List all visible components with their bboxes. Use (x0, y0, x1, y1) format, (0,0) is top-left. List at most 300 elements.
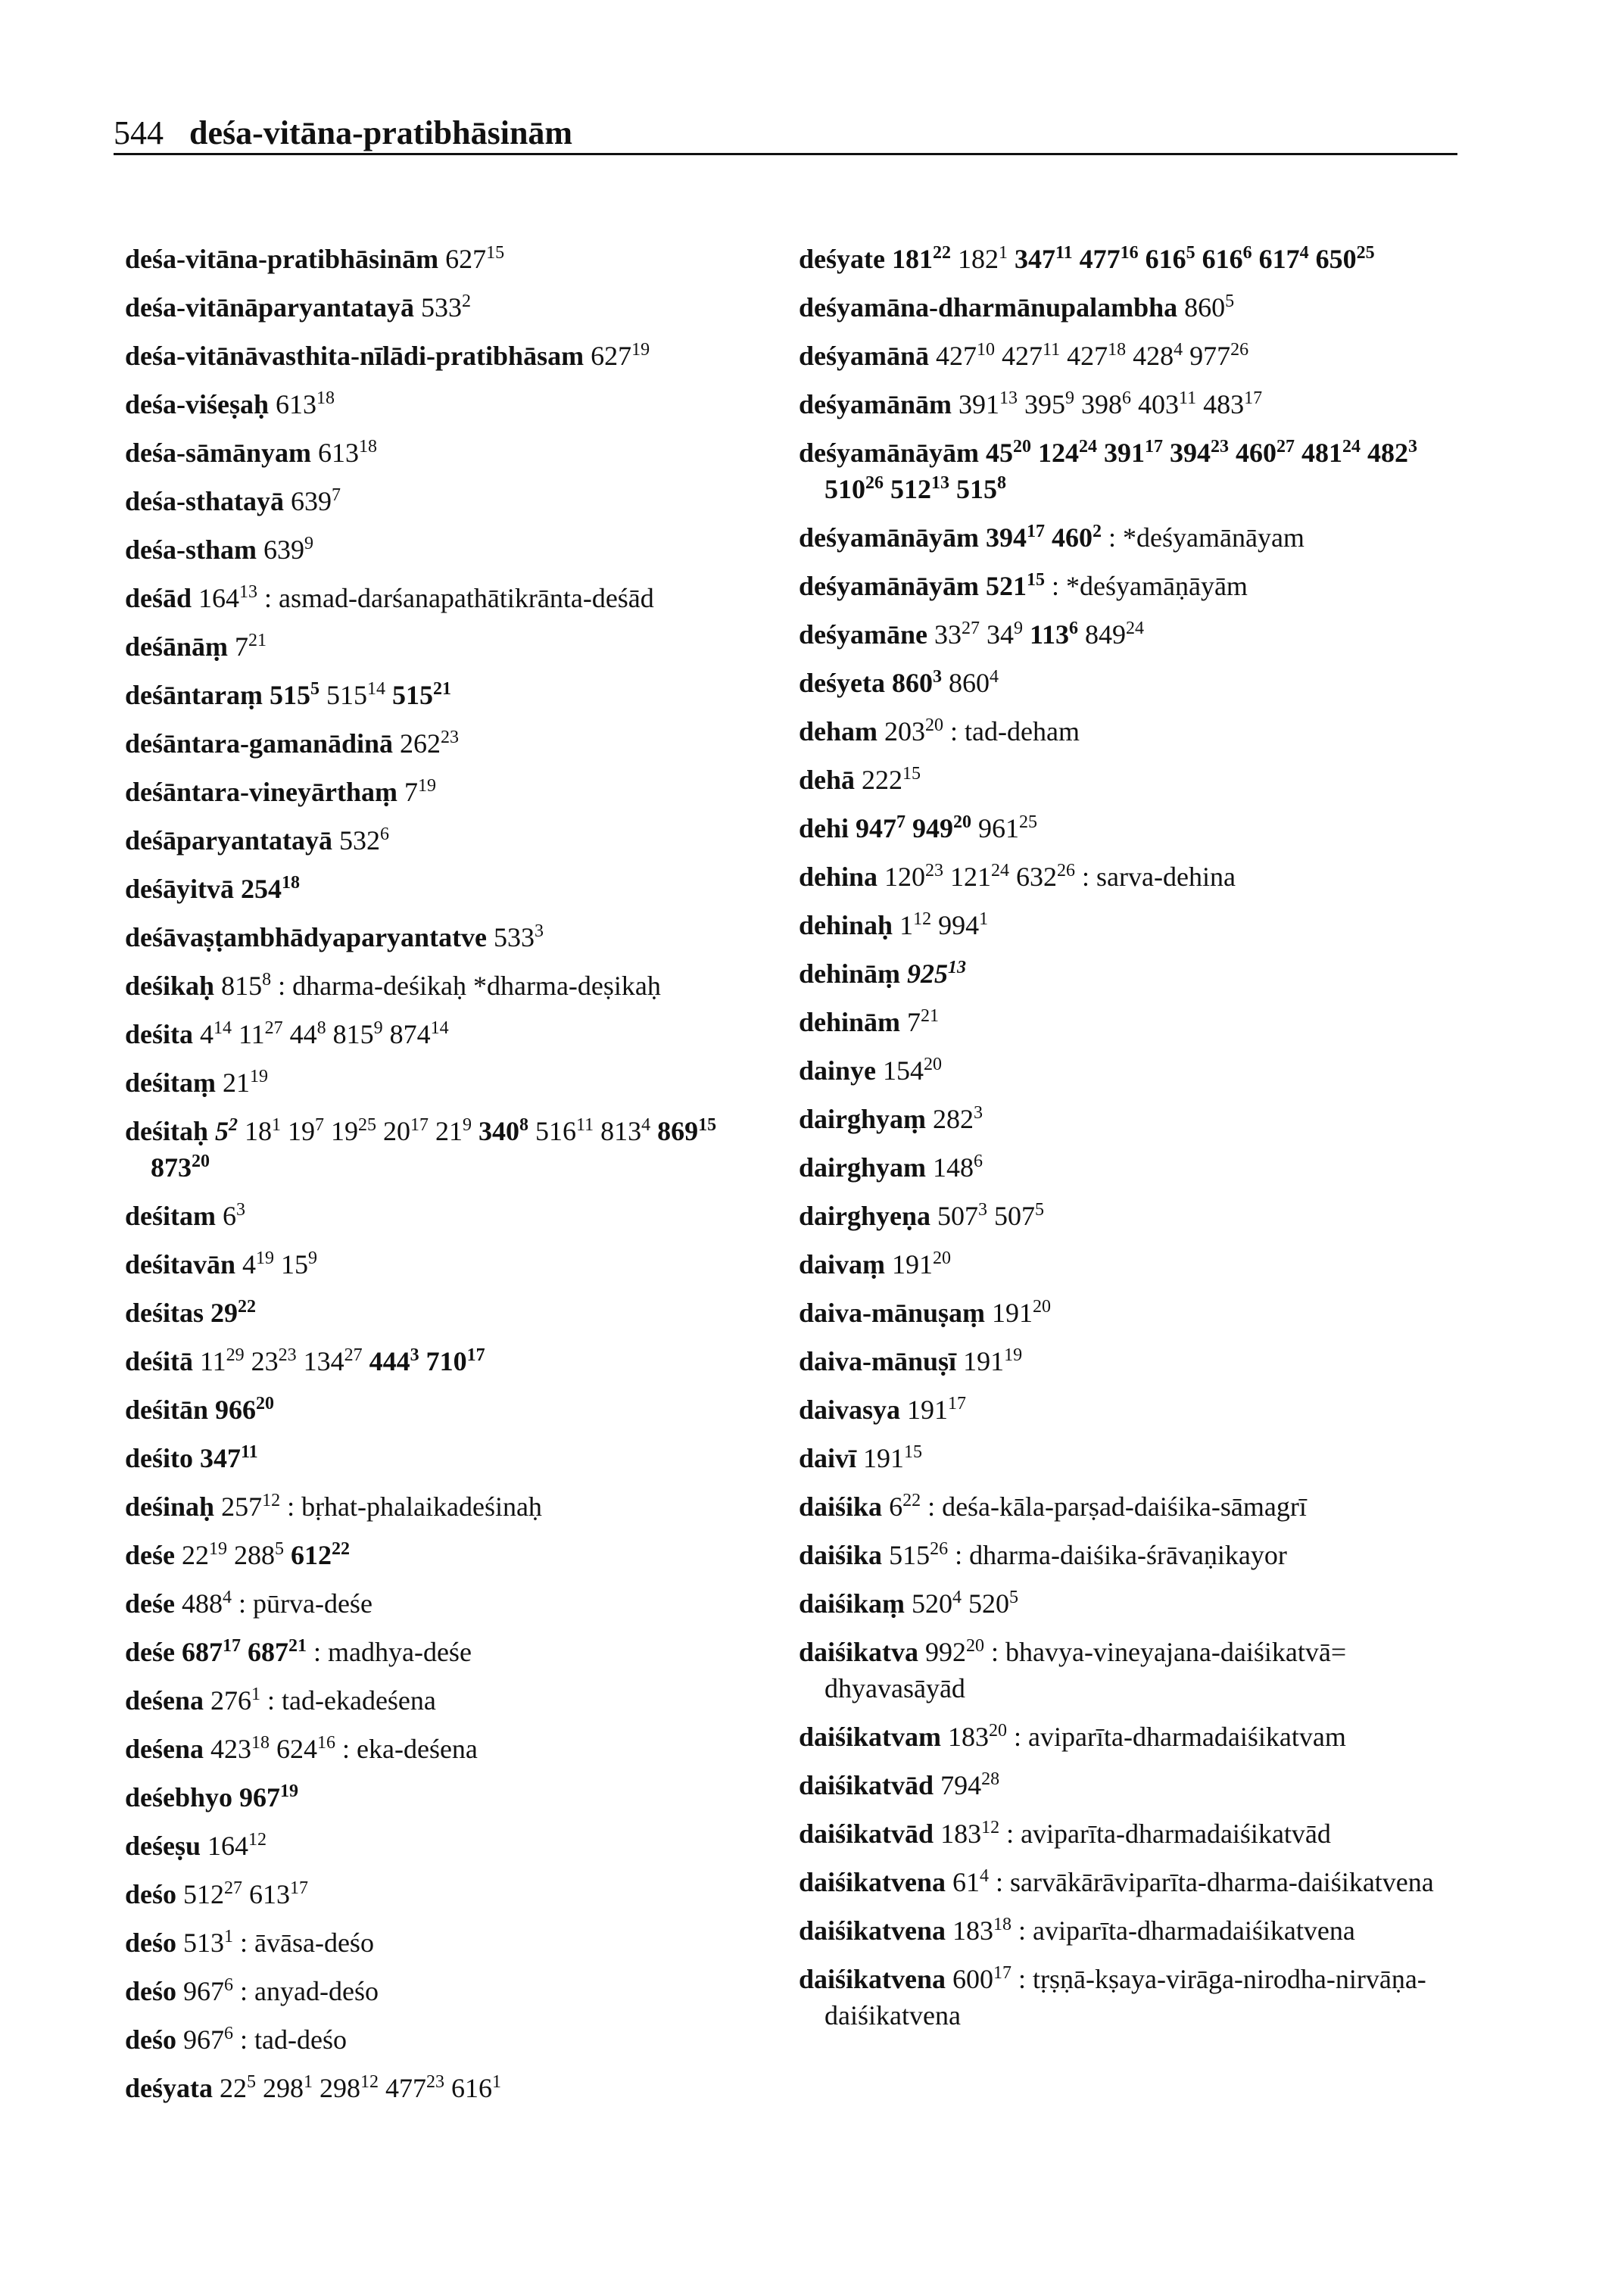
page-number-ref: 183 (948, 1722, 990, 1752)
page-number-ref: 617 (1258, 244, 1300, 274)
entry-headword: deśa-vitāna-pratibhāsinām (125, 244, 439, 274)
page-line-reference (856, 813, 906, 843)
line-number-ref: 24 (1342, 436, 1361, 457)
line-number-ref: 9 (308, 1248, 318, 1268)
entry-compound-note: : *deśyamānāyam (1108, 522, 1304, 553)
entry-headword: deśa-stham (125, 535, 257, 565)
page-line-reference (238, 1019, 283, 1049)
page-line-reference (263, 535, 313, 565)
page-number-ref: 627 (591, 341, 632, 371)
page-number-ref: 427 (1067, 341, 1108, 371)
page-line-reference (591, 341, 650, 371)
entry-headword: deśitā (125, 1346, 193, 1376)
line-number-ref: 20 (924, 1054, 943, 1074)
line-number-ref: 11 (1179, 388, 1197, 408)
page-line-reference (950, 862, 1009, 892)
page-line-reference (1067, 341, 1126, 371)
page-line-reference (221, 971, 271, 1001)
page-number-ref: 627 (445, 244, 487, 274)
page-number-ref: 513 (183, 1928, 225, 1958)
line-number-ref: 7 (332, 485, 341, 505)
page-number-ref: 507 (937, 1201, 979, 1231)
page-line-reference (994, 1201, 1044, 1231)
line-number-ref: 12 (248, 1829, 267, 1850)
page-line-reference (934, 619, 980, 650)
index-entry (799, 338, 1457, 374)
line-number-ref: 13 (999, 388, 1018, 408)
entry-headword: deśitavān (125, 1249, 236, 1279)
line-number-ref: 22 (902, 1490, 921, 1510)
entry-headword: deśyamānāyām (799, 571, 980, 601)
page-line-reference (183, 1976, 233, 2006)
page-number-ref: 276 (210, 1685, 252, 1716)
line-number-ref: 6 (1242, 242, 1252, 263)
line-number-ref: 23 (441, 727, 460, 747)
entry-headword: dehināṃ (799, 958, 901, 989)
page-number-ref: 347 (200, 1443, 241, 1473)
page-number-ref: 967 (183, 2024, 225, 2055)
page-number-ref: 460 (1052, 522, 1093, 553)
page-number-ref: 191 (892, 1249, 934, 1279)
index-entry (125, 1731, 776, 1767)
line-number-ref: 11 (241, 1442, 258, 1462)
index-entry (125, 1295, 776, 1331)
index-entry (125, 483, 776, 519)
page-line-reference (1202, 244, 1252, 274)
line-number-ref: 17 (466, 1345, 485, 1365)
page-number-ref: 483 (1203, 389, 1245, 419)
page-number-ref: 532 (339, 825, 381, 856)
line-number-ref: 21 (433, 678, 451, 699)
page-number-ref: 6 (889, 1491, 903, 1522)
line-number-ref: 20 (256, 1393, 275, 1413)
entry-compound-note: : tad-ekadeśena (267, 1685, 436, 1716)
page-line-reference (182, 1540, 227, 1570)
page-number-ref: 222 (862, 765, 903, 795)
page-line-reference (956, 474, 1006, 504)
line-number-ref: 5 (275, 1538, 284, 1559)
page-line-reference (912, 813, 971, 843)
running-header (114, 114, 1454, 153)
page-line-reference (884, 862, 943, 892)
entry-compound-note: : pūrva-deśe (238, 1588, 372, 1619)
page-number-ref: 710 (425, 1346, 467, 1376)
entry-compound-note: : eka-deśena (342, 1734, 478, 1764)
entry-headword: deśāntara-gamanādinā (125, 728, 394, 759)
line-number-ref: 17 (993, 1962, 1012, 1983)
line-number-ref: 26 (865, 472, 884, 493)
line-number-ref: 5 (247, 2071, 256, 2092)
running-title: deśa-vitāna-pratibhāsinām (189, 114, 573, 151)
index-entry (799, 1149, 1457, 1186)
page-number-ref: 925 (907, 958, 949, 989)
line-number-ref: 6 (224, 1975, 234, 1995)
page-number-ref: 7 (907, 1007, 921, 1037)
line-number-ref: 21 (921, 1005, 940, 1026)
page-line-reference (215, 1116, 238, 1146)
entry-headword: deśitam (125, 1201, 216, 1231)
index-entry (799, 1343, 1457, 1379)
page-line-reference (863, 1443, 922, 1473)
entry-headword: dairghyeṇa (799, 1201, 931, 1231)
page-line-reference (933, 1104, 983, 1134)
page-line-reference (320, 2073, 379, 2103)
entry-headword: deśito (125, 1443, 193, 1473)
page-line-reference (223, 1068, 268, 1098)
line-number-ref: 25 (1356, 242, 1375, 263)
page-number-ref: 391 (959, 389, 1000, 419)
entry-headword: deśānāṃ (125, 631, 229, 662)
line-number-ref: 23 (925, 860, 944, 881)
line-number-ref: 23 (426, 2071, 444, 2092)
line-number-ref: 3 (1408, 436, 1418, 457)
index-entry (125, 1064, 776, 1101)
line-number-ref: 3 (978, 1199, 988, 1220)
page-line-reference (958, 244, 1008, 274)
index-entry (125, 386, 776, 422)
line-number-ref: 3 (932, 666, 942, 687)
page-number-ref: 282 (933, 1104, 974, 1134)
page-number-ref: 533 (421, 292, 463, 323)
page-line-reference (281, 1249, 317, 1279)
page-number-ref: 507 (994, 1201, 1036, 1231)
index-entry (125, 1113, 776, 1186)
line-number-ref: 1 (998, 242, 1008, 263)
entry-headword: deśena (125, 1685, 204, 1716)
index-entry (125, 1828, 776, 1864)
line-number-ref: 13 (931, 472, 949, 493)
page-number-ref: 794 (940, 1770, 982, 1800)
entry-compound-note: : aviparīta-dharmadaiśikatvam (1014, 1722, 1346, 1752)
index-entry (125, 531, 776, 568)
page-number-ref: 860 (891, 668, 933, 698)
page-number-ref: 860 (1184, 292, 1226, 323)
page-line-reference (339, 825, 389, 856)
page-number-ref: 11 (238, 1019, 265, 1049)
line-number-ref: 24 (1126, 618, 1145, 638)
line-number-ref: 22 (332, 1538, 350, 1559)
entry-headword: daiśikatvena (799, 1915, 946, 1946)
entry-headword: dehinām (799, 1007, 901, 1037)
line-number-ref: 11 (1055, 242, 1073, 263)
page-line-reference (235, 631, 267, 662)
index-entry (799, 1864, 1457, 1900)
page-line-reference (390, 1019, 449, 1049)
page-line-reference (421, 292, 471, 323)
page-number-ref: 1 (899, 910, 914, 940)
page-number-ref: 813 (600, 1116, 642, 1146)
page-line-reference (657, 1116, 716, 1146)
index-entry (799, 1392, 1457, 1428)
page-number-ref: 639 (263, 535, 305, 565)
page-number-ref: 994 (938, 910, 980, 940)
index-entry (125, 241, 776, 277)
line-number-ref: 4 (1174, 339, 1183, 360)
entry-headword: dehi (799, 813, 849, 843)
line-number-ref: 8 (262, 969, 272, 990)
page-number-ref: 34 (987, 619, 1014, 650)
entry-headword: deśyate (799, 244, 885, 274)
index-entry (799, 1816, 1457, 1852)
page-number-ref: 164 (198, 583, 240, 613)
page-line-reference (1002, 341, 1060, 371)
page-number-ref: 394 (1170, 438, 1211, 468)
page-line-reference (936, 341, 995, 371)
page-number-ref: 427 (1002, 341, 1043, 371)
entry-headword: deśyamāne (799, 619, 927, 650)
entry-headword: deśitas (125, 1298, 204, 1328)
page-line-reference (890, 474, 949, 504)
page-number-ref: 639 (291, 486, 332, 516)
page-line-reference (1146, 244, 1195, 274)
index-entry (125, 2021, 776, 2058)
page-number-ref: 860 (948, 668, 990, 698)
page-number-ref: 515 (392, 680, 433, 710)
page-number-ref: 257 (221, 1491, 263, 1522)
index-entry (799, 1767, 1457, 1803)
line-number-ref: 11 (1043, 339, 1061, 360)
page-number-ref: 120 (884, 862, 926, 892)
page-line-reference (400, 728, 459, 759)
page-line-reference (1104, 438, 1163, 468)
index-entry (799, 1246, 1457, 1283)
index-entry (799, 810, 1457, 846)
page-line-reference (276, 1734, 335, 1764)
index-entry (125, 628, 776, 665)
page-number-ref: 191 (907, 1395, 949, 1425)
index-entry (799, 1004, 1457, 1040)
index-entry (125, 435, 776, 471)
line-number-ref: 4 (989, 666, 999, 687)
page-line-reference (242, 1249, 274, 1279)
page-line-reference (952, 1915, 1011, 1946)
line-number-ref: 12 (360, 2071, 379, 2092)
line-number-ref: 4 (641, 1114, 651, 1135)
entry-compound-note: : aviparīta-dharmadaiśikatvena (1018, 1915, 1355, 1946)
line-number-ref: 3 (535, 921, 544, 941)
page-number-ref: 482 (1367, 438, 1409, 468)
page-number-ref: 61 (952, 1867, 980, 1897)
page-number-ref: 4 (200, 1019, 214, 1049)
page-line-reference (1024, 389, 1074, 419)
entry-compound-note: : tad-deham (950, 716, 1080, 746)
entry-headword: dehā (799, 765, 856, 795)
entry-headword: daiśikaṃ (799, 1588, 906, 1619)
page-number-ref: 510 (824, 474, 865, 504)
page-number-ref: 395 (1024, 389, 1066, 419)
line-number-ref: 15 (904, 1442, 923, 1462)
page-number-ref: 967 (239, 1782, 281, 1812)
line-number-ref: 22 (932, 242, 951, 263)
entry-headword: daiśikatvena (799, 1867, 946, 1897)
line-number-ref: 25 (358, 1114, 377, 1135)
line-number-ref: 20 (1033, 1296, 1052, 1317)
line-number-ref: 27 (344, 1345, 363, 1365)
page-line-reference (318, 438, 377, 468)
page-line-reference (978, 813, 1037, 843)
index-entry (799, 1198, 1457, 1234)
entry-headword: deśikaḥ (125, 971, 215, 1001)
entry-compound-note: : anyad-deśo (240, 1976, 379, 2006)
index-entry (125, 1488, 776, 1525)
line-number-ref: 21 (288, 1635, 307, 1656)
index-entry (125, 289, 776, 326)
line-number-ref: 4 (1299, 242, 1309, 263)
page-line-reference (248, 1637, 307, 1667)
page-line-reference (899, 910, 931, 940)
entry-headword: dehinaḥ (799, 910, 893, 940)
page-number-ref: 45 (986, 438, 1014, 468)
line-number-ref: 17 (290, 1878, 309, 1898)
page-line-reference (369, 1346, 419, 1376)
line-number-ref: 2 (1093, 521, 1102, 541)
index-entry (125, 774, 776, 810)
page-line-reference (304, 1346, 363, 1376)
page-number-ref: 613 (249, 1879, 291, 1909)
page-line-reference (183, 1928, 233, 1958)
index-entry (125, 871, 776, 907)
page-line-reference (383, 1116, 429, 1146)
line-number-ref: 3 (410, 1345, 419, 1365)
page-line-reference (392, 680, 451, 710)
entry-headword: daivasya (799, 1395, 901, 1425)
page-line-reference (239, 1782, 298, 1812)
page-number-ref: 428 (1133, 341, 1174, 371)
page-line-reference (1259, 244, 1309, 274)
page-number-ref: 992 (925, 1637, 967, 1667)
page-number-ref: 515 (889, 1540, 930, 1570)
page-number-ref: 423 (210, 1734, 252, 1764)
page-line-reference (940, 1770, 999, 1800)
line-number-ref: 11 (576, 1114, 594, 1135)
page-number-ref: 18 (245, 1116, 273, 1146)
entry-headword: deśyamānā (799, 341, 930, 371)
line-number-ref: 18 (282, 872, 300, 893)
index-entry (799, 1488, 1457, 1525)
index-entry (799, 955, 1457, 992)
page-line-reference (251, 1346, 297, 1376)
page-line-reference (183, 1879, 242, 1909)
page-line-reference (907, 1395, 966, 1425)
page-line-reference (963, 1346, 1022, 1376)
page-number-ref: 7 (235, 631, 249, 662)
entry-headword: deśa-viśeṣaḥ (125, 389, 270, 419)
line-number-ref: 20 (953, 812, 972, 832)
page-number-ref: 869 (657, 1116, 699, 1146)
page-number-ref: 298 (320, 2073, 360, 2103)
page-number-ref: 521 (986, 571, 1027, 601)
line-number-ref: 1 (304, 2071, 313, 2092)
page-number-ref: 183 (952, 1915, 994, 1946)
page-line-reference (276, 389, 335, 419)
index-entry (125, 677, 776, 713)
entry-headword: deśitaṃ (125, 1068, 216, 1098)
page-line-reference (1184, 292, 1234, 323)
line-number-ref: 5 (1035, 1199, 1045, 1220)
line-number-ref: 13 (948, 957, 967, 977)
entry-headword: dehina (799, 862, 878, 892)
line-number-ref: 12 (262, 1490, 281, 1510)
page-line-reference (245, 1116, 281, 1146)
line-number-ref: 8 (316, 1018, 326, 1038)
page-number-ref: 947 (856, 813, 897, 843)
page-line-reference (385, 2073, 444, 2103)
line-number-ref: 22 (238, 1296, 257, 1317)
page-line-reference (426, 1346, 485, 1376)
entry-compound-note: : asmad-darśanapathātikrānta-deśād (264, 583, 654, 613)
page-line-reference (445, 244, 504, 274)
page-number-ref: 4 (242, 1249, 257, 1279)
line-number-ref: 12 (981, 1817, 1000, 1837)
page-line-reference (249, 1879, 308, 1909)
entry-compound-note: : tad-deśo (240, 2024, 347, 2055)
page-line-reference (987, 619, 1023, 650)
page-number-ref: 340 (478, 1116, 520, 1146)
line-number-ref: 18 (251, 1732, 270, 1753)
line-number-ref: 14 (214, 1018, 232, 1038)
index-entry (125, 1198, 776, 1234)
index-entry (799, 1634, 1457, 1706)
page-line-reference (223, 1201, 245, 1231)
entry-headword: deśo (125, 1928, 177, 1958)
page-number-ref: 19 (331, 1116, 359, 1146)
page-number-ref: 11 (200, 1346, 226, 1376)
entry-headword: deśa-vitānāparyantatayā (125, 292, 415, 323)
page-line-reference (451, 2073, 501, 2103)
line-number-ref: 19 (280, 1781, 299, 1801)
line-number-ref: 19 (1004, 1345, 1023, 1365)
line-number-ref: 10 (977, 339, 996, 360)
entry-headword: deśāntara-vineyārthaṃ (125, 777, 397, 807)
page-line-reference (1170, 438, 1229, 468)
page-number-ref: 977 (1189, 341, 1231, 371)
page-number-ref: 616 (1145, 244, 1186, 274)
page-line-reference (892, 668, 942, 698)
page-number-ref: 182 (957, 244, 999, 274)
page-line-reference (1081, 389, 1131, 419)
index-entry (799, 568, 1457, 604)
page-line-reference (1367, 438, 1417, 468)
page-line-reference (912, 1588, 962, 1619)
index-entry (125, 919, 776, 955)
page-line-reference (478, 1116, 528, 1146)
page-number: 544 (114, 114, 164, 151)
index-entry (799, 859, 1457, 895)
line-number-ref: 3 (974, 1102, 983, 1123)
entry-headword: deśyamānām (799, 389, 952, 419)
index-entry (799, 519, 1457, 556)
index-entry (125, 1246, 776, 1283)
line-number-ref: 17 (1244, 388, 1263, 408)
index-entry (125, 822, 776, 859)
page-line-reference (986, 522, 1045, 553)
page-line-reference (1301, 438, 1361, 468)
page-number-ref: 613 (276, 389, 317, 419)
line-number-ref: 20 (989, 1720, 1008, 1741)
line-number-ref: 20 (966, 1635, 985, 1656)
page-number-ref: 520 (912, 1588, 953, 1619)
page-line-reference (1080, 244, 1139, 274)
line-number-ref: 17 (410, 1114, 429, 1135)
entry-compound-note: : dharma-daiśika-śrāvaṇikayor (955, 1540, 1287, 1570)
line-number-ref: 17 (1145, 436, 1164, 457)
line-number-ref: 17 (948, 1393, 967, 1413)
entry-headword: deśyamāna-dharmānupalambha (799, 292, 1178, 323)
page-number-ref: 121 (950, 862, 992, 892)
index-entry (799, 1912, 1457, 1949)
index-entry (799, 762, 1457, 798)
page-number-ref: 22 (220, 2073, 247, 2103)
